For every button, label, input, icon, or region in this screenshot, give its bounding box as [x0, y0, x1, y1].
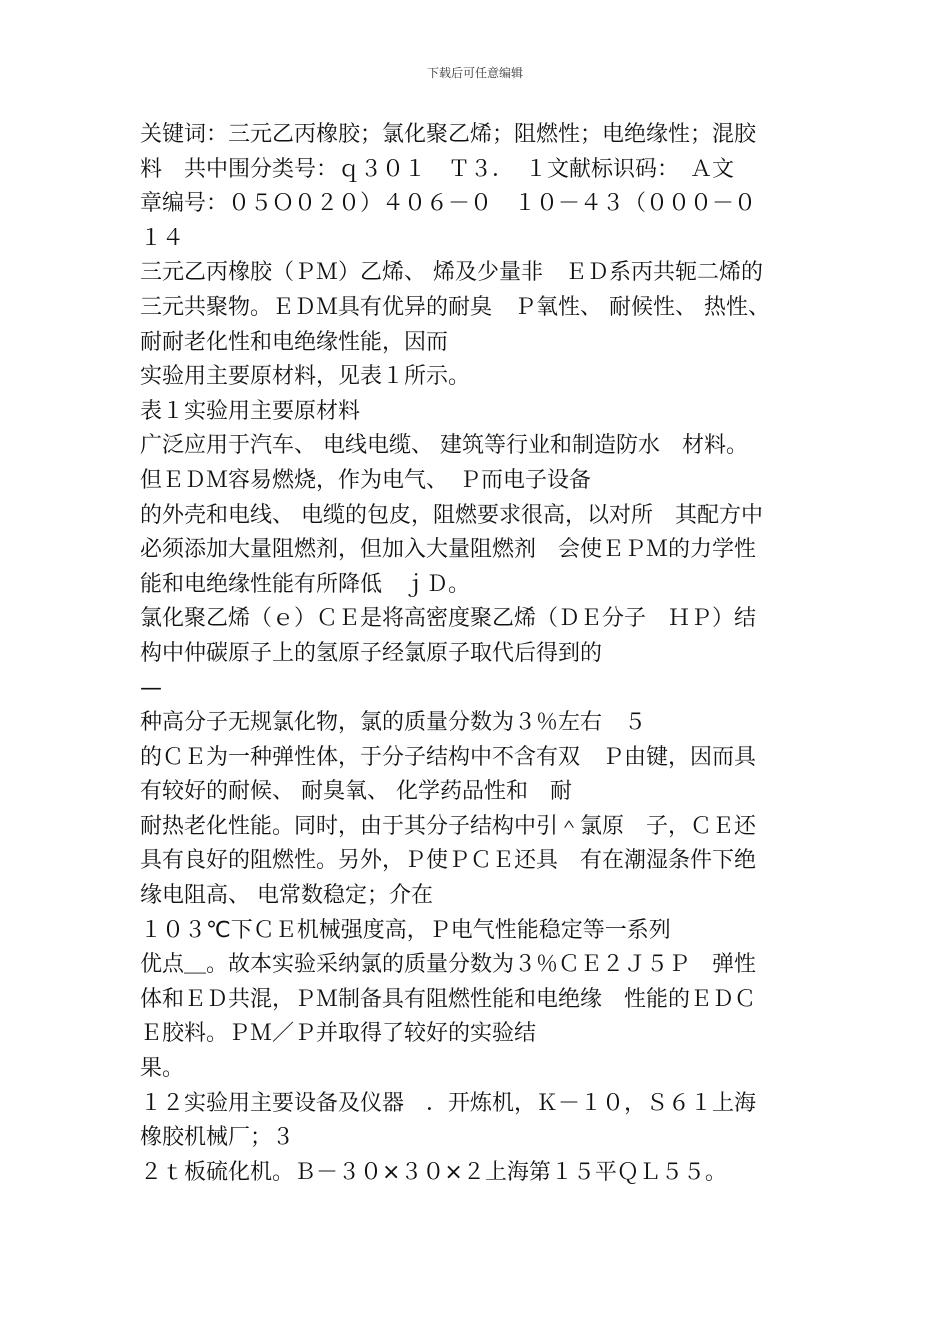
table-caption: 表１实验用主要原材料 [140, 398, 361, 424]
text-line: 具有良好的阻燃性。另外，Ｐ使ＰＣＥ还具 有在潮湿条件下绝 [140, 848, 757, 874]
section-heading: １２实验用主要设备及仪器 ．开炼机，Ｋ－１０，Ｓ６１上海 [140, 1090, 757, 1116]
text-line: 种高分子无规氯化物，氯的质量分数为３％左右 ５ [140, 710, 647, 736]
text-line: 广泛应用于汽车、 电线电缆、 建筑等行业和制造防水 材料。 [140, 433, 748, 459]
page-header: 下载后可任意编辑 [426, 66, 523, 80]
text-line: 耐热老化性能。同时，由于其分子结构中引＾氯原 子，ＣＥ还 [140, 813, 757, 839]
text-line: 料 共中围分类号：ｑ３０１ Ｔ３． １文献标识码： Ａ文 [140, 156, 735, 182]
text-line: 缘电阻高、 电常数稳定；介在 [140, 883, 433, 909]
text-line: 能和电绝缘性能有所降低 ｊＤ。 [140, 571, 471, 597]
text-line: 但ＥＤＭ容易燃烧，作为电气、 Ｐ而电子设备 [140, 467, 592, 493]
text-line: 关键词：三元乙丙橡胶；氯化聚乙烯；阻燃性；电绝缘性；混胶 [140, 122, 757, 147]
text-line: 必须添加大量阻燃剂，但加入大量阻燃剂 会使ＥＰＭ的力学性 [140, 537, 757, 563]
text-line: 三元共聚物。ＥＤＭ具有优异的耐臭 Ｐ氧性、 耐候性、 热性、 [140, 294, 770, 320]
text-line: 实验用主要原材料，见表１所示。 [140, 364, 471, 390]
text-line: 的外壳和电线、 电缆的包皮，阻燃要求很高，以对所 其配方中 [140, 502, 763, 528]
text-line: 构中仲碳原子上的氢原子经氯原子取代后得到的 [140, 640, 603, 666]
text-line: 三元乙丙橡胶（ＰＭ）乙烯、 烯及少量非 ＥＤ系丙共轭二烯的 [140, 260, 763, 286]
text-line: 果。 [140, 1056, 185, 1082]
text-line: 体和ＥＤ共混，ＰＭ制备具有阻燃性能和电绝缘 性能的ＥＤＣ [140, 986, 757, 1012]
text-line: 耐耐老化性和电绝缘性能，因而 [140, 329, 449, 355]
text-line: 氯化聚乙烯（ｅ）ＣＥ是将高密度聚乙烯（ＤＥ分子 ＨＰ）结 [140, 606, 757, 632]
text-line: ２ｔ板硫化机。Ｂ－３０×３０×２上海第１５平ＱＬ５５。 [140, 1159, 727, 1185]
text-line: １０３℃下ＣＥ机械强度高，Ｐ电气性能稳定等一系列 [140, 917, 671, 943]
text-line: 有较好的耐候、 耐臭氧、 化学药品性和 耐 [140, 779, 572, 805]
text-line: 优点＿。故本实验采纳氯的质量分数为３％ＣＥ２Ｊ５Ｐ 弹性 [140, 952, 757, 978]
text-line: 章编号：０５Ｏ０２０）４０６－０ １０－４３（０００－０ [140, 191, 757, 217]
text-line: Ｅ胶料。ＰＭ／Ｐ并取得了较好的实验结 [140, 1021, 537, 1047]
text-line: 的ＣＥ为一种弹性体，于分子结构中不含有双 Ｐ由键，因而具 [140, 744, 757, 770]
text-line: １４ [140, 225, 185, 251]
text-line: — [140, 675, 162, 701]
text-line: 橡胶机械厂；３ [140, 1125, 295, 1151]
document-body [140, 118, 820, 1190]
